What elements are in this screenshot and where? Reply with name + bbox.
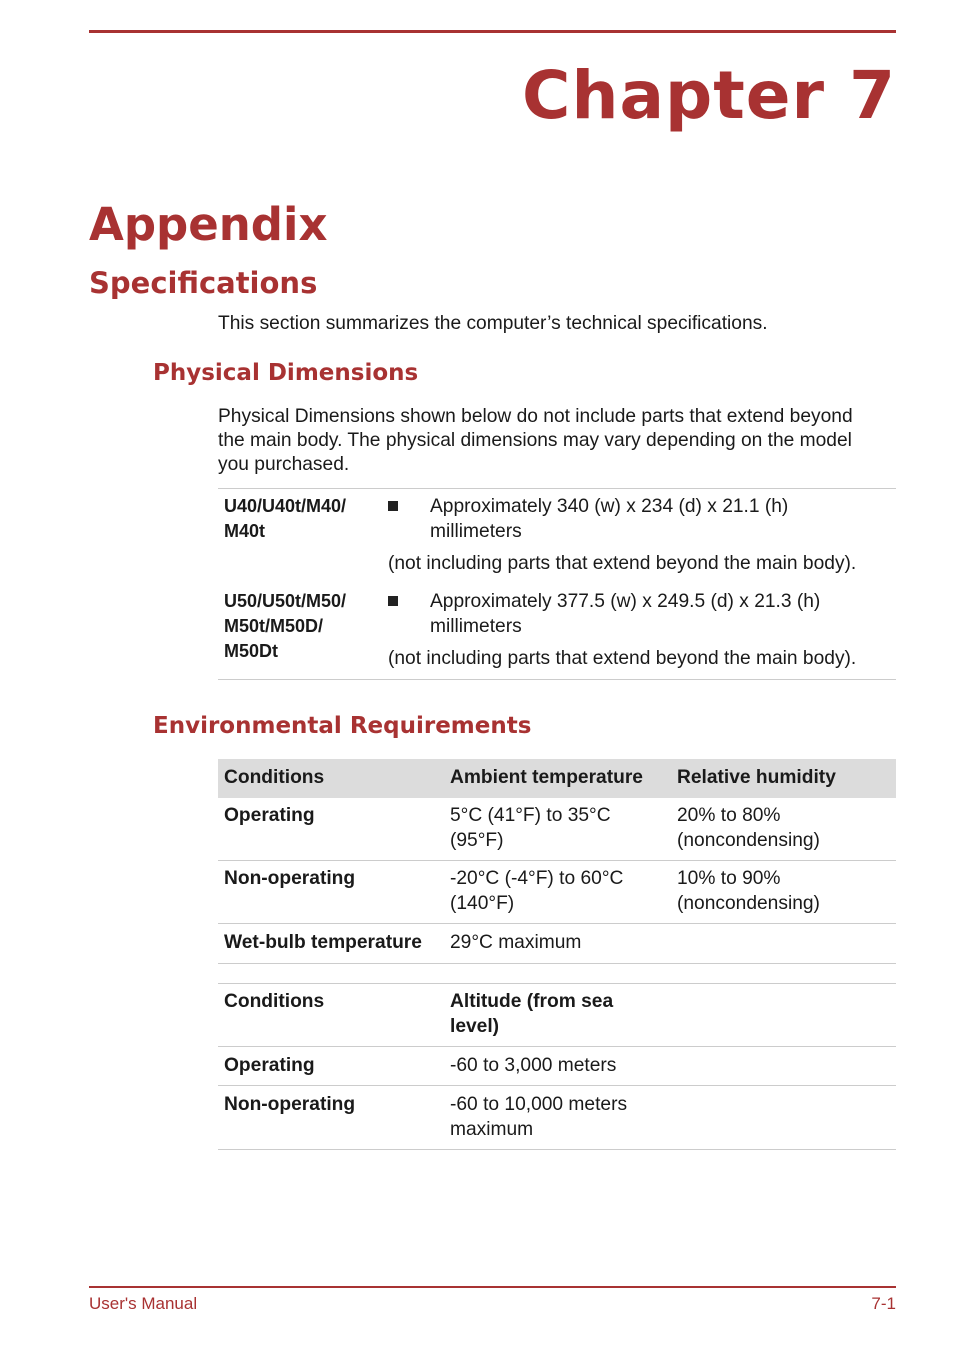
chapter-title: Chapter 7 xyxy=(522,57,896,134)
dimension-line: millimeters xyxy=(430,616,522,637)
humidity-line: (noncondensing) xyxy=(677,893,820,914)
section-heading: Specifications xyxy=(89,266,318,300)
dimension-note: (not including parts that extend beyond the main body). xyxy=(388,553,857,574)
condition-wet-bulb: Wet-bulb temperature xyxy=(224,932,422,953)
altitude-value xyxy=(450,1092,627,1142)
footer-manual-label: User's Manual xyxy=(89,1294,198,1313)
column-header-temperature: Ambient temperature xyxy=(450,767,643,788)
dimension-line: Approximately 340 (w) x 234 (d) x 21.1 (h) xyxy=(430,496,789,517)
humidity-line: 10% to 90% xyxy=(677,868,781,889)
altitude-header-line: level) xyxy=(450,1016,500,1037)
humidity-line: 20% to 80% xyxy=(677,805,781,826)
table-divider xyxy=(218,1085,896,1086)
environmental-heading: Environmental Requirements xyxy=(153,713,532,739)
footer-rule xyxy=(89,1286,896,1288)
section-intro: This section summarizes the computer’s technical specifications. xyxy=(218,313,768,334)
model-line: M50t/M50D/ xyxy=(224,616,324,636)
column-header-altitude xyxy=(450,989,613,1039)
top-rule xyxy=(89,30,896,33)
table-divider xyxy=(218,679,896,680)
table-divider xyxy=(218,923,896,924)
temperature-value: 29°C maximum xyxy=(450,932,582,953)
model-line: M40t xyxy=(224,521,266,541)
table-divider xyxy=(218,963,896,964)
table-divider xyxy=(218,1149,896,1150)
temperature-line: (140°F) xyxy=(450,893,515,914)
column-header-humidity: Relative humidity xyxy=(677,767,836,788)
temperature-line: (95°F) xyxy=(450,830,504,851)
dimension-note: (not including parts that extend beyond the main body). xyxy=(388,648,857,669)
table-divider xyxy=(218,860,896,861)
altitude-line: maximum xyxy=(450,1119,534,1140)
bullet-square-icon xyxy=(388,501,398,511)
temperature-value xyxy=(450,866,623,916)
dimension-line: Approximately 377.5 (w) x 249.5 (d) x 21.3 (h) xyxy=(430,591,821,612)
column-header-conditions: Conditions xyxy=(224,767,325,788)
table-divider xyxy=(218,1046,896,1047)
humidity-line: (noncondensing) xyxy=(677,830,820,851)
physical-intro xyxy=(218,405,908,477)
altitude-header-line: Altitude (from sea xyxy=(450,991,614,1012)
altitude-line: -60 to 10,000 meters xyxy=(450,1094,628,1115)
temperature-line: -20°C (-4°F) to 60°C xyxy=(450,868,624,889)
model-line: U40/U40t/M40/ xyxy=(224,496,347,516)
model-line: M50Dt xyxy=(224,641,279,661)
physical-dimensions-heading: Physical Dimensions xyxy=(153,360,419,386)
model-line: U50/U50t/M50/ xyxy=(224,591,347,611)
page-number: 7-1 xyxy=(871,1294,896,1313)
dimension-value xyxy=(430,589,820,639)
temperature-value xyxy=(450,803,611,853)
physical-intro-line: the main body. The physical dimensions may vary depending on the model xyxy=(218,430,852,451)
bullet-square-icon xyxy=(388,596,398,606)
condition-operating: Operating xyxy=(224,1055,315,1076)
page-title: Appendix xyxy=(89,198,328,251)
dimension-value xyxy=(430,494,788,544)
condition-non-operating: Non-operating xyxy=(224,868,356,889)
table-divider xyxy=(218,488,896,489)
physical-intro-line: Physical Dimensions shown below do not include parts that extend beyond xyxy=(218,406,853,427)
condition-non-operating: Non-operating xyxy=(224,1094,356,1115)
column-header-conditions: Conditions xyxy=(224,991,325,1012)
table-divider xyxy=(218,983,896,984)
model-label xyxy=(224,494,346,544)
temperature-line: 5°C (41°F) to 35°C xyxy=(450,805,611,826)
humidity-value xyxy=(677,803,820,853)
model-label xyxy=(224,589,346,664)
condition-operating: Operating xyxy=(224,805,315,826)
dimension-line: millimeters xyxy=(430,521,522,542)
physical-intro-line: you purchased. xyxy=(218,454,350,475)
humidity-value xyxy=(677,866,820,916)
altitude-value: -60 to 3,000 meters xyxy=(450,1055,617,1076)
